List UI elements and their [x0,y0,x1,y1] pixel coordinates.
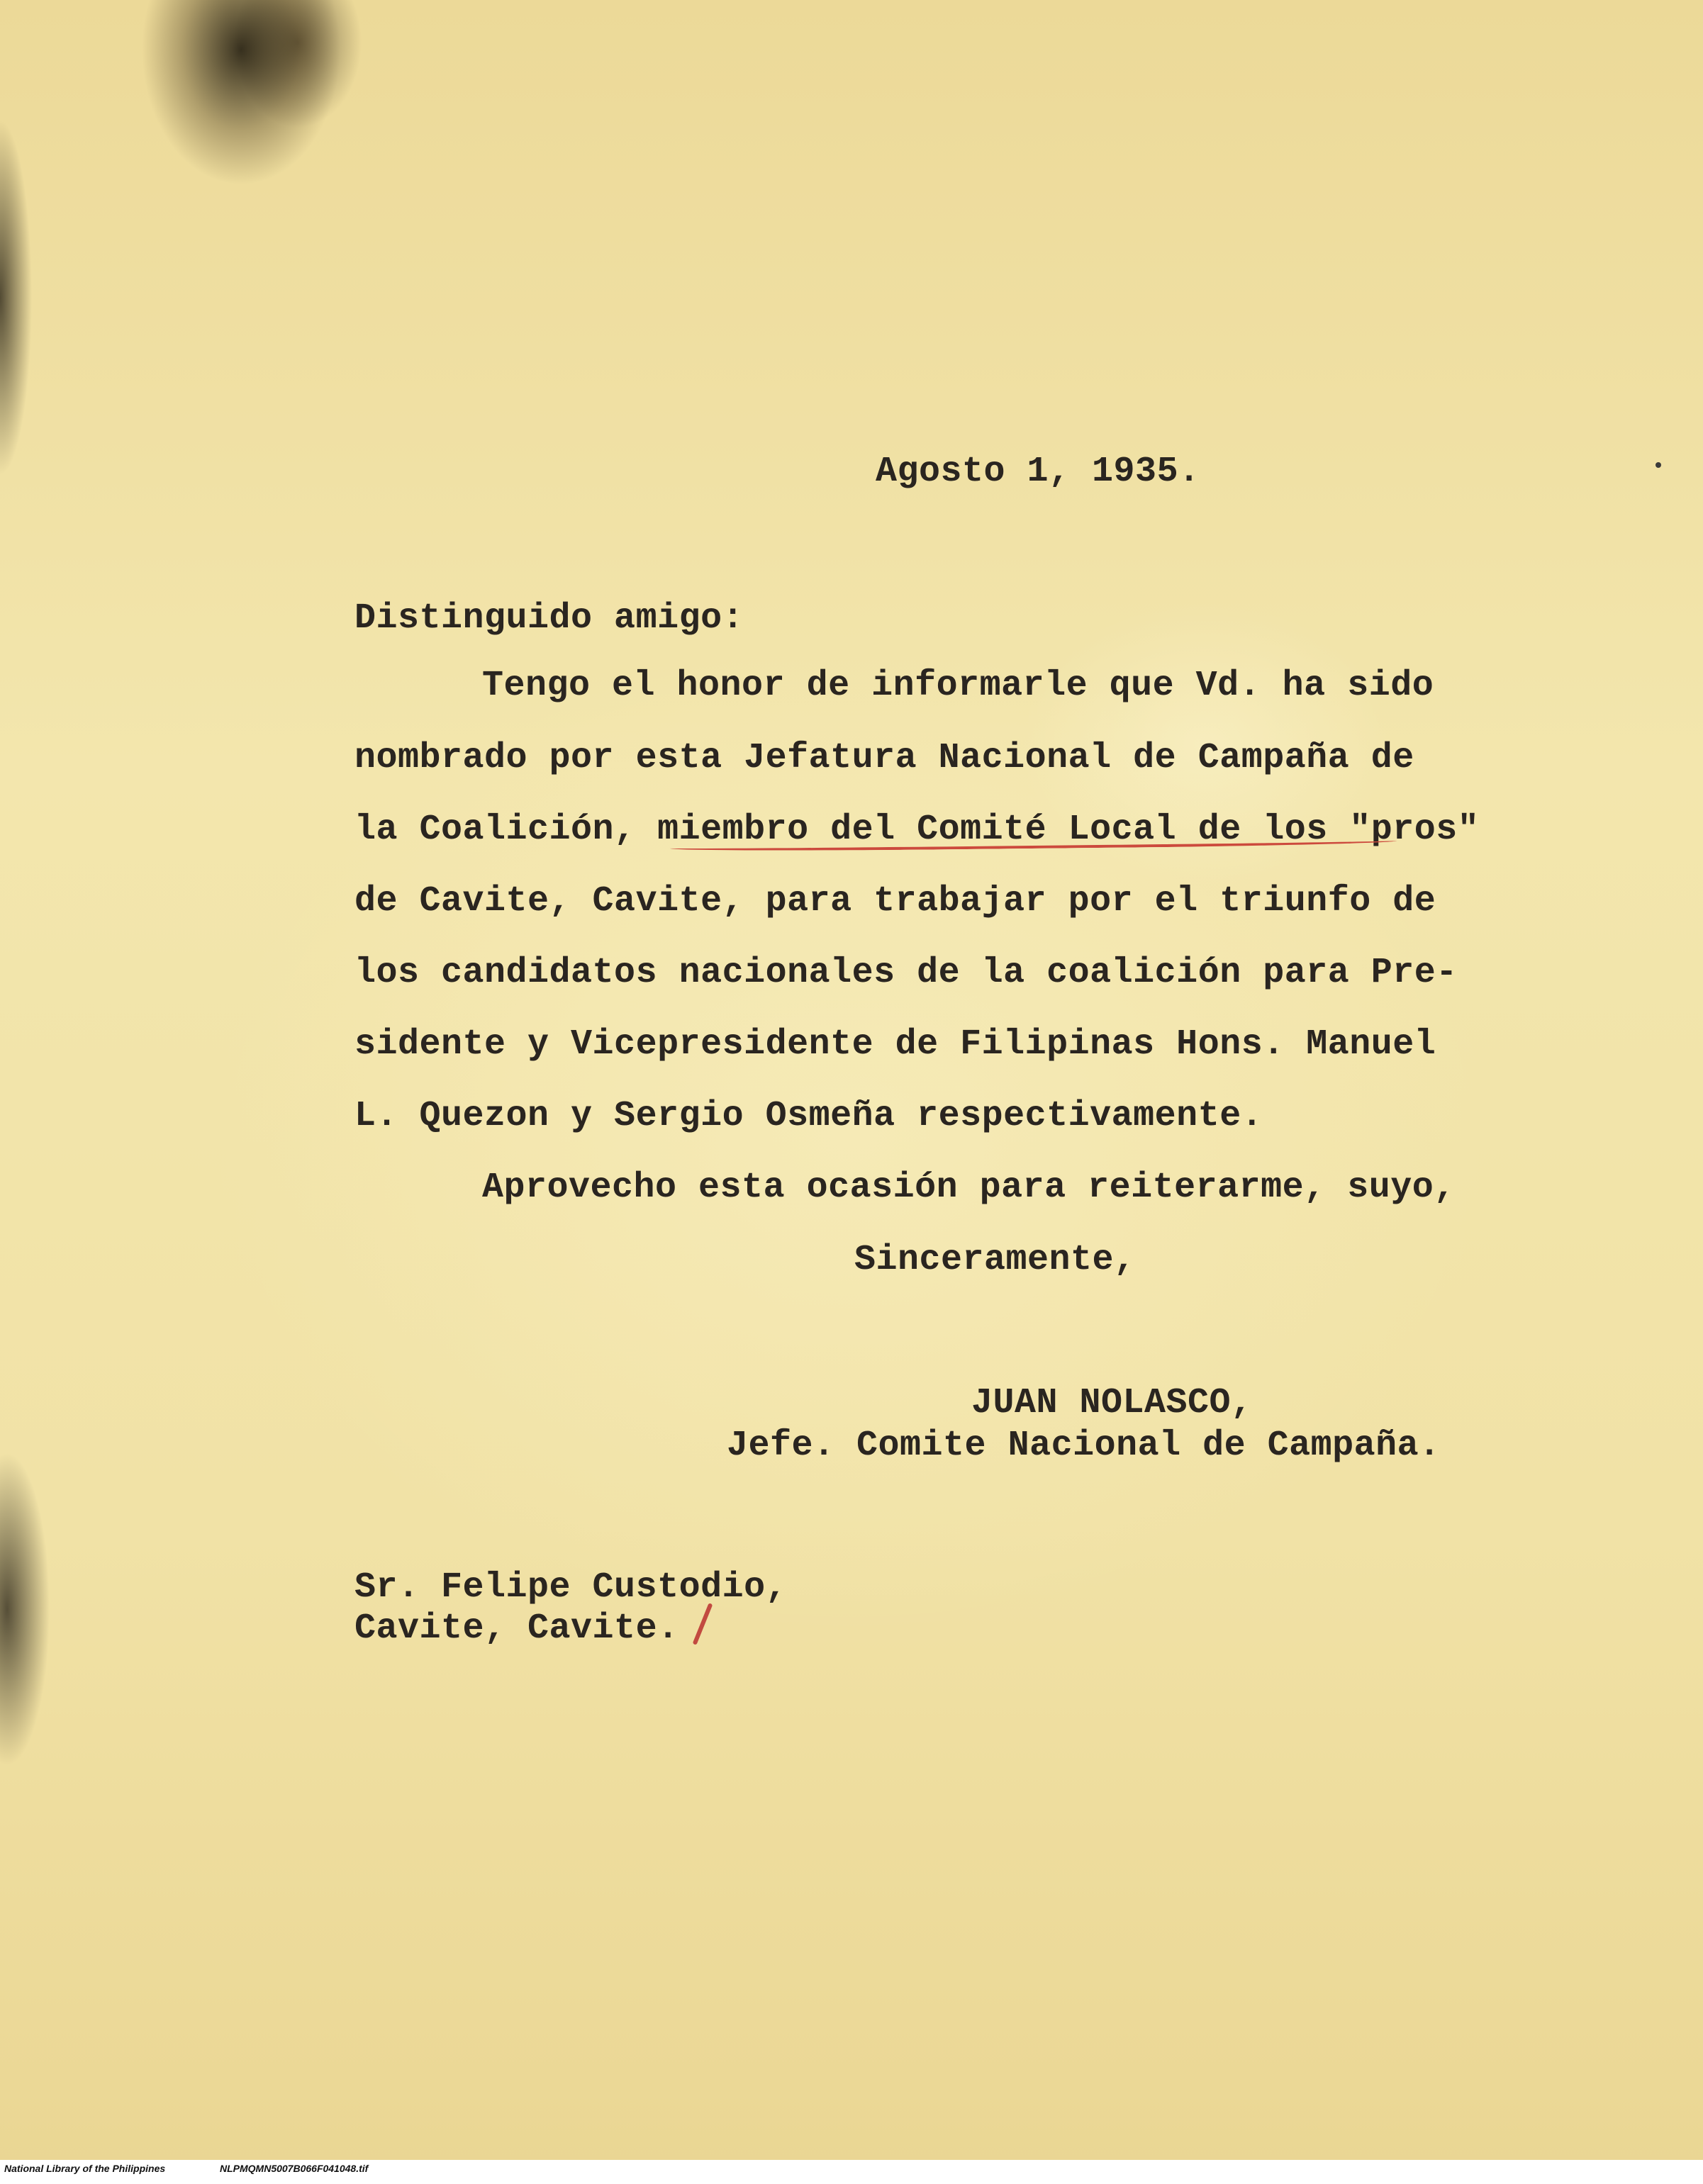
body-line: Tengo el honor de informarle que Vd. ha sido [482,666,1434,706]
letter-date: Agosto 1, 1935. [876,452,1200,492]
signer-name: JUAN NOLASCO, [971,1383,1253,1423]
body-line: los candidatos nacionales de la coalición para Pre- [354,953,1458,993]
body-line: sidente y Vicepresidente de Filipinas Hons. Manuel [354,1024,1436,1065]
footer-institution: National Library of the Philippines [4,2163,166,2174]
recipient-name: Sr. Felipe Custodio, [354,1567,788,1608]
body-line: nombrado por esta Jefatura Nacional de Campaña de [354,738,1414,778]
signer-title: Jefe. Comite Nacional de Campaña. [727,1426,1441,1466]
red-check-mark [693,1603,713,1645]
letter-salutation: Distinguido amigo: [354,598,744,639]
body-line: de Cavite, Cavite, para trabajar por el triunfo de [354,881,1436,922]
ink-speck [1655,462,1661,468]
archive-footer [0,2160,1703,2184]
footer-file-id: NLPMQMN5007B066F041048.tif [220,2163,369,2174]
valediction: Sinceramente, [854,1240,1136,1280]
body-line: la Coalición, miembro del Comité Local de los "pros" [354,810,1480,850]
body-line: L. Quezon y Sergio Osmeña respectivamente. [354,1096,1263,1136]
recipient-address: Cavite, Cavite. [354,1608,679,1649]
closing-line: Aprovecho esta ocasión para reiterarme, suyo, [482,1167,1456,1208]
